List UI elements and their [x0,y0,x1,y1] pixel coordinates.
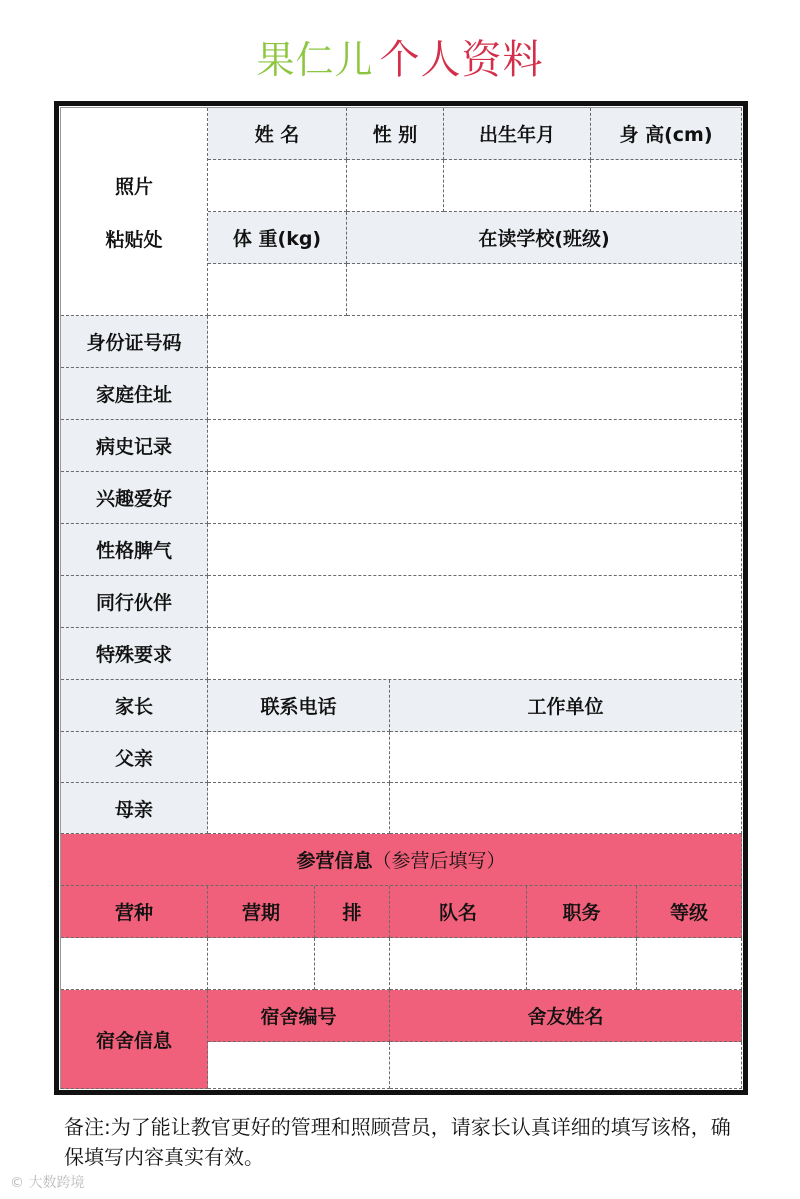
height-header: 身 高(cm) [591,108,742,160]
weight-field[interactable] [208,264,347,316]
dorm-number-field[interactable] [208,1042,390,1089]
form-note: 备注:为了能让教官更好的管理和照顾营员，请家长认真详细的填写该格，确保填写内容真实有效。 [64,1115,731,1169]
gender-field[interactable] [347,160,444,212]
camp-duty-header: 职务 [527,886,637,938]
mother-phone-field[interactable] [208,783,390,834]
camp-level-header: 等级 [637,886,742,938]
companion-label: 同行伙伴 [61,576,208,628]
camp-info-title: 参营信息 [296,850,373,872]
photo-paste-label: 粘贴处 [105,228,163,251]
temper-label: 性格脾气 [61,524,208,576]
camp-type-field[interactable] [61,938,208,990]
medical-field[interactable] [208,420,742,472]
father-label: 父亲 [61,732,208,783]
school-header: 在读学校(班级) [347,212,742,264]
brand-name: 果仁儿 [256,37,374,82]
roommate-field[interactable] [390,1042,742,1089]
parent-header: 家长 [61,680,208,732]
watermark: © 大数跨境 [10,1175,85,1191]
father-work-field[interactable] [390,732,742,783]
hobby-field[interactable] [208,472,742,524]
mother-label: 母亲 [61,783,208,834]
camp-level-field[interactable] [637,938,742,990]
camp-team-field[interactable] [390,938,527,990]
temper-field[interactable] [208,524,742,576]
camp-info-note: （参营后填写） [372,850,506,872]
photo-label: 照片 [114,175,153,198]
id-field[interactable] [208,316,742,368]
id-label: 身份证号码 [61,316,208,368]
special-label: 特殊要求 [61,628,208,680]
dorm-label: 宿舍信息 [61,990,208,1089]
camp-period-field[interactable] [208,938,315,990]
roommate-header: 舍友姓名 [390,990,742,1042]
photo-paste-area[interactable] [61,108,208,316]
mother-work-field[interactable] [390,783,742,834]
camp-team-header: 队名 [390,886,527,938]
gender-header: 性 别 [347,108,444,160]
companion-field[interactable] [208,576,742,628]
hobby-label: 兴趣爱好 [61,472,208,524]
dorm-number-header: 宿舍编号 [208,990,390,1042]
camp-row-header: 排 [315,886,390,938]
camp-row-field[interactable] [315,938,390,990]
camp-period-header: 营期 [208,886,315,938]
camp-info-header [61,834,742,886]
address-label: 家庭住址 [61,368,208,420]
height-field[interactable] [591,160,742,212]
birth-header: 出生年月 [444,108,591,160]
camp-type-header: 营种 [61,886,208,938]
page-title [0,28,800,84]
birth-field[interactable] [444,160,591,212]
work-header: 工作单位 [390,680,742,732]
name-header: 姓 名 [208,108,347,160]
name-field[interactable] [208,160,347,212]
address-field[interactable] [208,368,742,420]
school-field[interactable] [347,264,742,316]
phone-header: 联系电话 [208,680,390,732]
medical-label: 病史记录 [61,420,208,472]
special-field[interactable] [208,628,742,680]
weight-header: 体 重(kg) [208,212,347,264]
form-title: 个人资料 [379,36,544,83]
camp-duty-field[interactable] [527,938,637,990]
father-phone-field[interactable] [208,732,390,783]
